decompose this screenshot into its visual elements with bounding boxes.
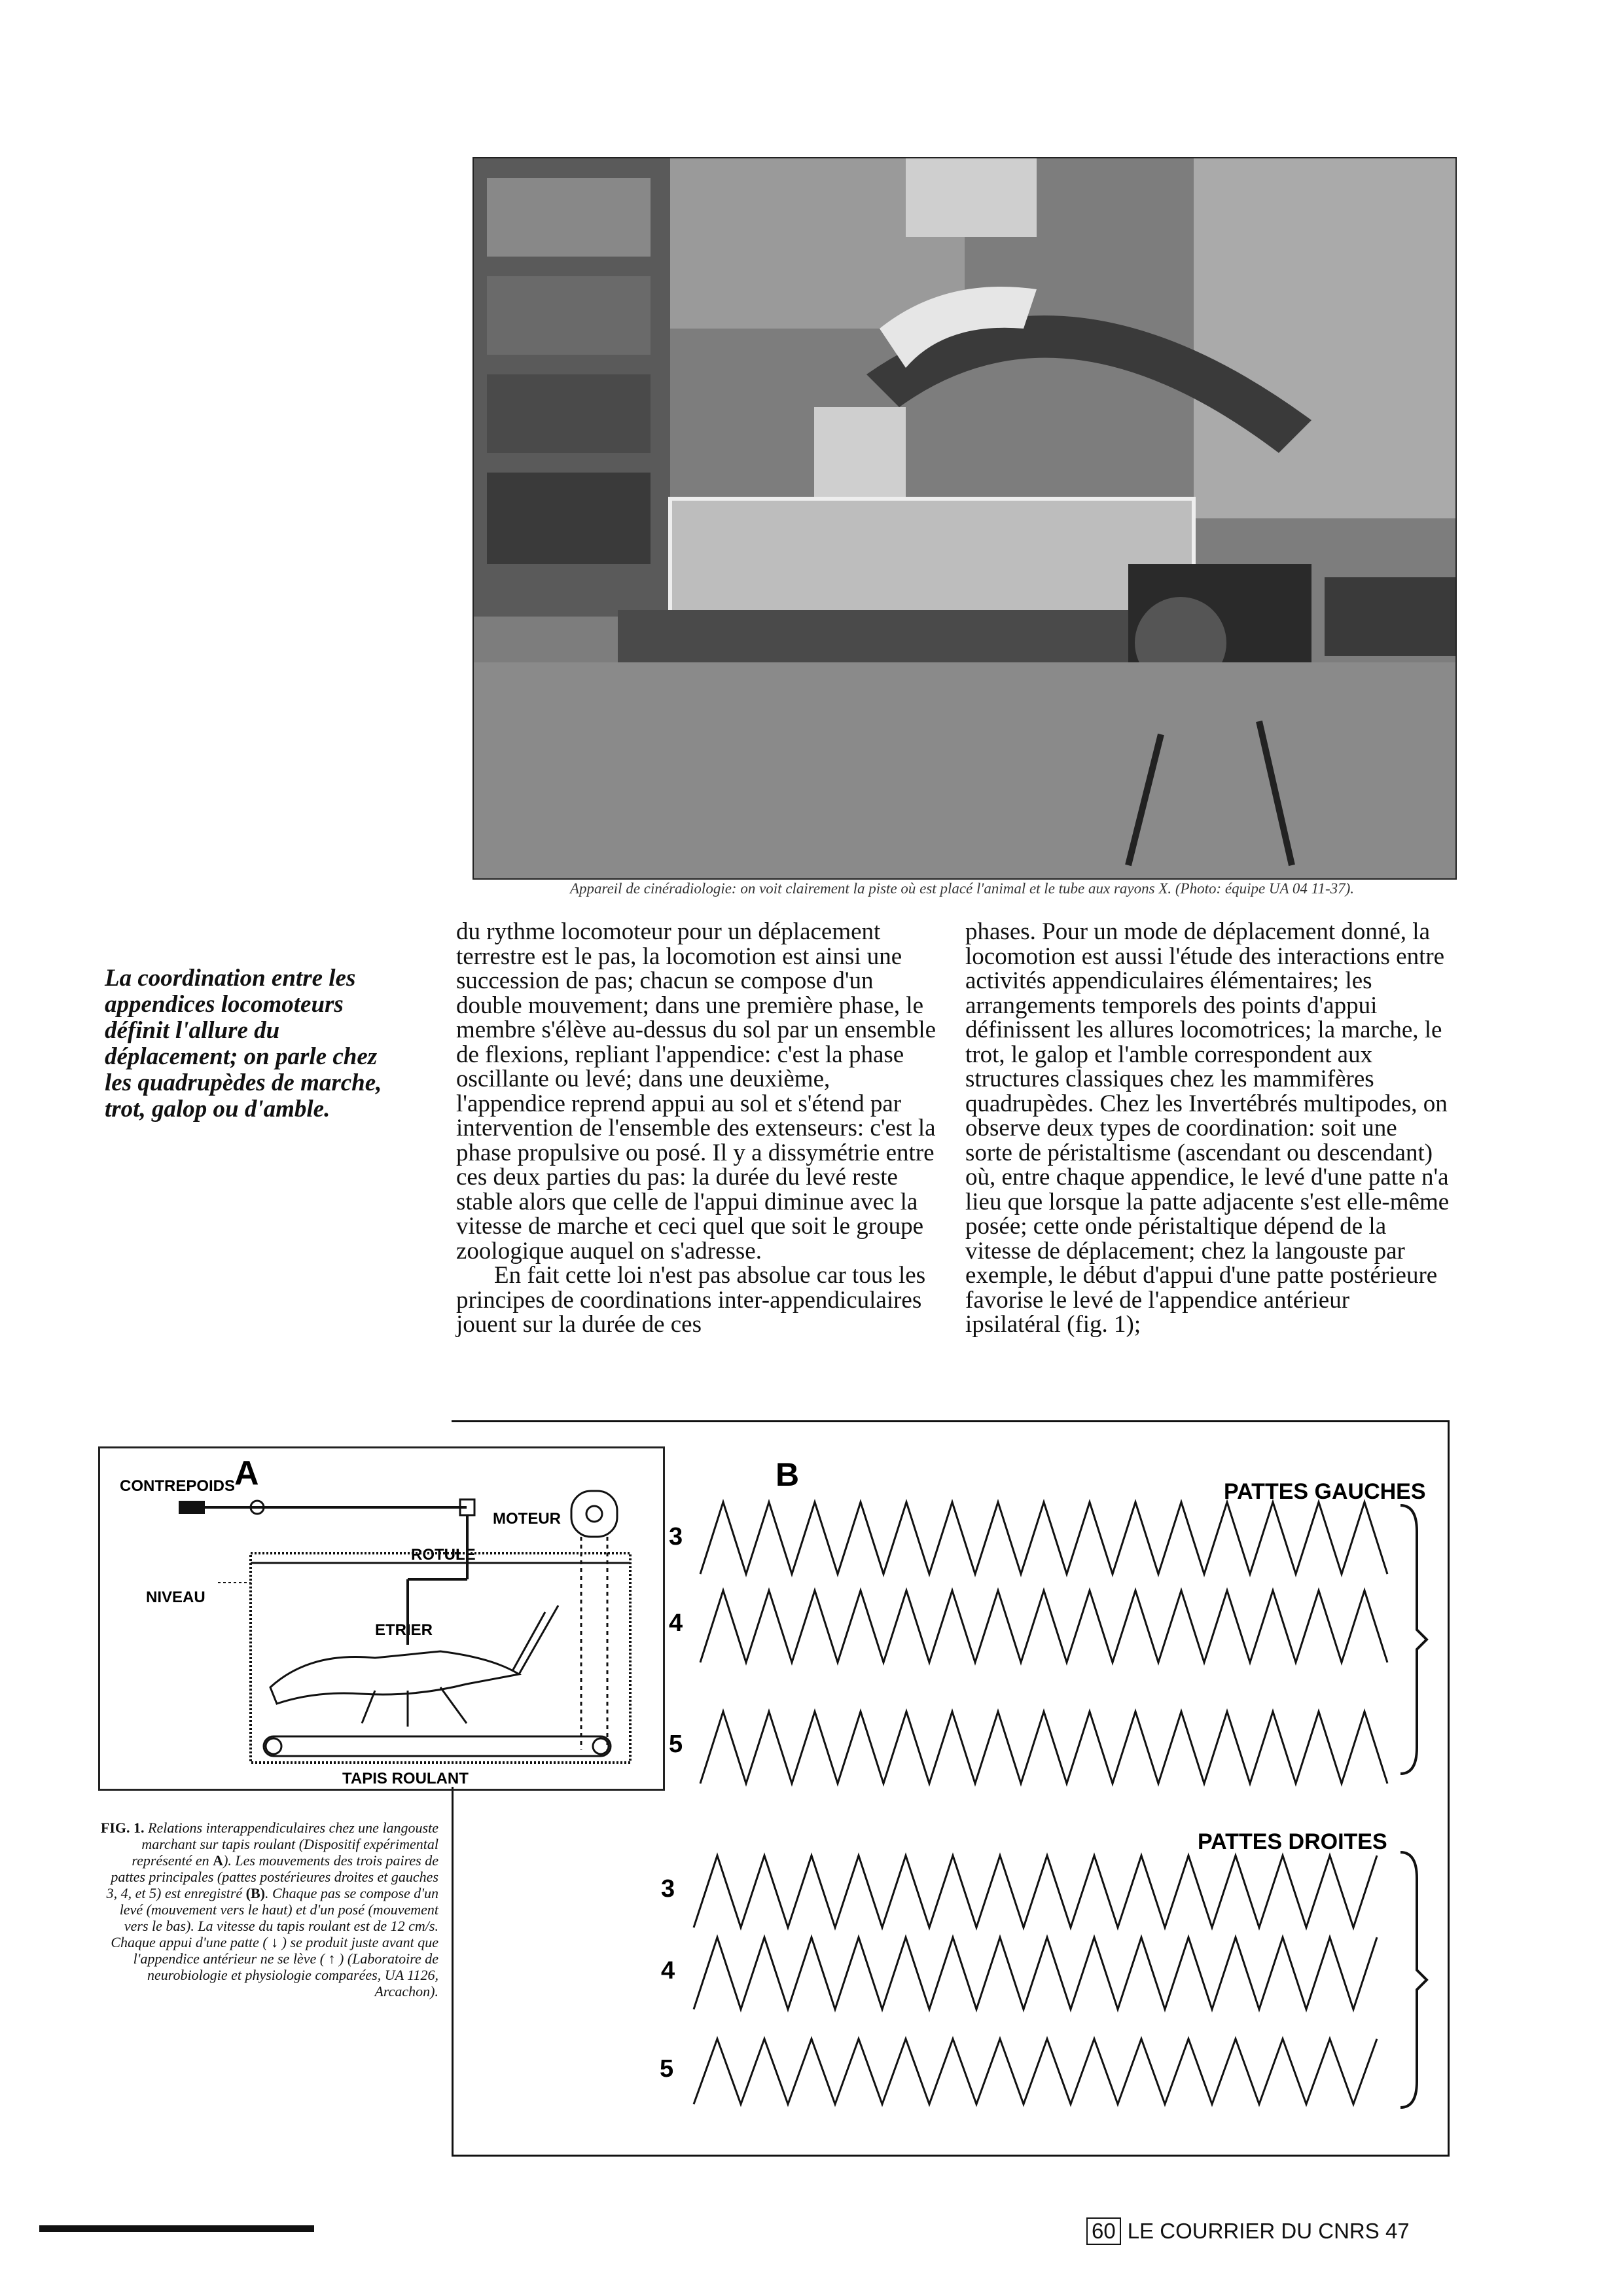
group-brace	[1400, 1505, 1427, 1774]
contrepoids-label: CONTREPOIDS	[120, 1477, 236, 1495]
body-column-1	[456, 920, 940, 1337]
page-number: 47	[1385, 2219, 1410, 2243]
caption-text: . Chaque pas se compose d'un levé (mouvement vers le haut) et d'un posé (mouvement vers le bas). La vitesse du tapis roulant est de 12 cm/s. Chaque appui d'une patte ( ↓ ) se produit juste avant que l'appendice antérieur ne se lève ( ↑ ) (Laboratoire de neurobiologie et physiologie comparées, UA 1126, Arcachon).	[111, 1885, 438, 2000]
paragraph: phases. Pour un mode de déplacement donné, la locomotion est aussi l'étude des interactions entre activités appendiculaires élémentaires; les arrangements temporels des points d'appui définissent les allures locomotrices; la marche, le trot, le galop et l'amble correspondent aux structures classiques chez les mammifères quadrupèdes. Chez les Invertébrés multipodes, on observe deux types de coordination: soit une sorte de péristaltisme (ascendant ou descendant) où, entre chaque appendice, le levé d'une patte n'a lieu que lorsque la patte adjacente s'est elle-même posée; cette onde péristaltique dépend de la vitesse de déplacement; chez la langouste par exemple, le début d'appui d'une patte postérieure favorise le levé de l'appendice antérieur ipsilatéral (fig. 1);	[965, 918, 1450, 1338]
photo-caption: Appareil de cinéradiologie: on voit clairement la piste où est placé l'animal et le tube aux rayons X. (Photo: équipe UA 04 11-37).	[569, 880, 1355, 897]
caption-text: ). Les mouvements des trois paires de pattes principales (pattes postérieures droites et gauches 3, 4, et 5) est enregistré	[106, 1852, 438, 1901]
issue-number: 60	[1086, 2217, 1121, 2245]
rotule-label: ROTULE	[411, 1546, 476, 1564]
caption-ref-a: A	[213, 1852, 224, 1869]
moteur-label: MOTEUR	[493, 1510, 561, 1528]
leg-trace-line	[700, 1502, 1387, 1574]
caption-ref-b: (B)	[245, 1885, 265, 1901]
leg-trace-line	[694, 1856, 1377, 1928]
leg-trace-line	[700, 1590, 1387, 1662]
figure-b-traces	[452, 1420, 1450, 2157]
paragraph: du rythme locomoteur pour un déplacement terrestre est le pas, la locomotion est ainsi une succession de pas; chacun se compose d'un double mouvement; dans une première phase, le membre s'élève au-dessus du sol par un ensemble de flexions, repliant l'appendice: c'est la phase oscillante ou levé; dans une deuxième, l'appendice reprend appui au sol et s'étend par intervention de l'ensemble des extenseurs: c'est la phase propulsive ou posé. Il y a dissymétrie entre ces deux parties du pas: la durée du levé reste stable alors que celle de l'appui diminue avec la vitesse de marche et ceci quel que soit le groupe zoologique auquel on s'adresse.	[456, 918, 936, 1265]
journal-title: LE COURRIER DU CNRS	[1127, 2219, 1380, 2243]
pull-quote: La coordination entre les appendices locomoteurs définit l'allure du déplacement; on parle chez les quadrupèdes de marche, trot, galop ou d'amble.	[105, 965, 382, 1122]
caption-text: Relations interappendiculaires chez une langouste marchant sur tapis roulant (Dispositif expérimental représenté en	[132, 1820, 438, 1869]
row-label: 3	[669, 1523, 683, 1551]
figure-number: FIG. 1.	[100, 1820, 145, 1836]
tapis-label: TAPIS ROULANT	[342, 1770, 469, 1787]
niveau-label: NIVEAU	[146, 1588, 205, 1606]
panel-label-b: B	[776, 1456, 800, 1493]
row-label: 3	[661, 1875, 675, 1903]
lab-photo	[473, 157, 1457, 880]
group-title-right-legs: PATTES DROITES	[1198, 1829, 1387, 1854]
leg-trace-line	[694, 1937, 1377, 2009]
row-label: 5	[660, 2055, 674, 2083]
figure-caption	[98, 1820, 438, 2000]
footer-rule	[39, 2225, 314, 2232]
body-column-2	[965, 920, 1450, 1337]
leg-trace-line	[700, 1712, 1387, 1784]
paragraph: En fait cette loi n'est pas absolue car tous les principes de coordinations inter-appendiculaires jouent sur la durée de ces	[456, 1262, 926, 1338]
page-footer	[1086, 2217, 1410, 2245]
leg-trace-line	[694, 2039, 1377, 2104]
panel-label-a: A	[234, 1454, 259, 1492]
cineradiology-apparatus-image	[474, 158, 1455, 878]
group-brace	[1400, 1852, 1427, 2108]
group-title-left-legs: PATTES GAUCHES	[1224, 1479, 1426, 1504]
etrier-label: ETRIER	[375, 1621, 433, 1639]
row-label: 4	[661, 1957, 675, 1984]
leg-movement-traces	[452, 1420, 1450, 2157]
row-label: 4	[669, 1609, 683, 1637]
row-label: 5	[669, 1731, 683, 1758]
